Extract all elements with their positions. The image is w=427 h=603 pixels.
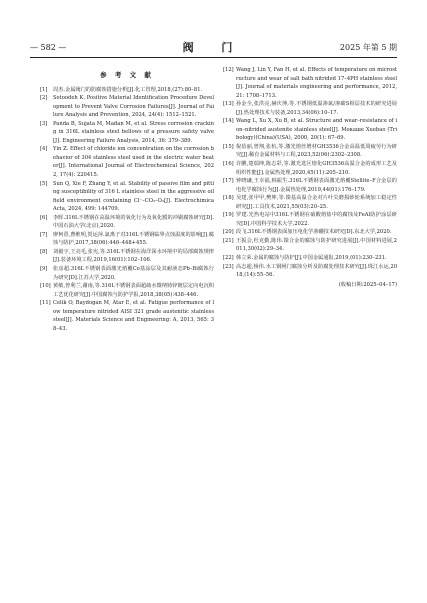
reference-number: [1] <box>40 86 48 93</box>
reference-text: Sotoodeh K. Positive Material Identification Procedure Development to Prevent Valve Corrosion Failures[J]. Journal of Failure Analysis and Prevention, 2024, 24(4): 1512–1521. <box>53 95 214 119</box>
reference-text: 孙金全,张洪亮,赫庆坤,等.不锈钢低温渗氮/渗碳S相层技术的研究进展[J].热处理技术与装备,2013,34(06):10–17. <box>236 101 397 116</box>
right-column <box>223 66 397 289</box>
reference-number: [13] <box>223 101 234 108</box>
reference-item <box>223 263 397 280</box>
reference-text: 周杰.金属阀门的防腐蚀措施分析[J].化工管理,2018,(27):80–81. <box>53 86 203 93</box>
reference-item <box>40 86 214 95</box>
reference-number: [6] <box>40 214 48 221</box>
reference-text: Yin Z. Effect of chloride ion concentration on the corrosion behavior of 304 stainless steel used in the electric water heater[J]. International Journal of Electrochemical Science, 2022, 17(4): 220415. <box>53 146 214 179</box>
reference-number: [21] <box>223 237 234 244</box>
reference-item <box>223 177 397 194</box>
reference-item <box>223 194 397 211</box>
reference-number: [19] <box>223 212 234 219</box>
reference-list-left <box>40 86 214 334</box>
header-rule <box>30 57 397 58</box>
reference-number: [2] <box>40 95 48 102</box>
reference-text: Panda B, Sujata M, Madan M, et al. Stress corrosion cracking in 316L stainless steel bellows of a pressure safety valve[J]. Engineering Failure Analysis, 2014, 36: 379–389. <box>53 120 214 144</box>
reference-text: 许鹏,楚瑞坤,陈志彩,等.激光选区熔化GH3536高温合金的成形工艺及组织性能[J].金属热处理,2020,45(11):205–210. <box>236 161 397 176</box>
reference-text: 高志超,杨伟.水工钢闸门腐蚀分析及防腐处理技术研究[J].珠江水运,2018,(14):55–56. <box>236 263 397 279</box>
reference-number: [10] <box>40 283 51 290</box>
reference-number: [14] <box>223 118 234 125</box>
reference-number: [17] <box>223 178 234 185</box>
reference-text: 黄敏,曾利兰,谢南,等.316L不锈钢表面超疏水微纳铸锌镀层定向电沉积工艺优化研究[J].中国腐蚀与防护学报,2018,38(05):438–446. <box>53 283 214 298</box>
reference-item <box>223 160 397 177</box>
reference-text: 韩立荣.金属的腐蚀与防护[J].中国金属通报,2019,(01):230–231. <box>236 255 387 262</box>
left-column <box>40 66 214 333</box>
reference-item <box>40 299 214 333</box>
reference-number: [12] <box>223 67 234 73</box>
reference-text: 倪蓓丽,曾翔,张杭,等.激光熔丝增材GH3536合金高温低周疲劳行为研究[J].稀有金属材料与工程,2023,52(06):2302–2308. <box>236 143 397 159</box>
reference-item <box>40 265 214 282</box>
reference-text: 吴建,张甲甲,樊坤,等.镍基高温合金对片叶尖磨损砂轮系统加工稳定性研究[J].工具技术,2021,55(03):20–25. <box>236 195 397 210</box>
reference-list-right <box>223 66 397 280</box>
reference-number: [4] <box>40 146 48 153</box>
reference-item <box>40 180 214 214</box>
reference-number: [11] <box>40 300 51 307</box>
reference-text: 罗建.光热电站中316L不锈钢在硝酸熔盐中的腐蚀及FeAl防护涂层研究[D].中国科学技术大学,2022. <box>236 212 397 227</box>
reference-number: [3] <box>40 120 48 127</box>
journal-title: 阀 门 <box>182 41 245 54</box>
reference-number: [18] <box>223 195 234 202</box>
reference-text: 刘毅宇,王亮毛,张宪,等.316L不锈钢在海洋深水环境中的局部腐蚀规律[J].装备环境工程,2019,16(01):102–106. <box>53 248 214 264</box>
reference-item <box>223 228 397 237</box>
reference-text: 钟晓谦,王幸福,韩振生.316L不锈钢表面激光熔覆Stellite–F合金层的电化学腐蚀行为[J].金属热处理,2019,44(01):176–179. <box>236 178 397 193</box>
reference-item <box>223 117 397 143</box>
reference-text: Wang J, Lin Y, Fan H, et al. Effects of temperature on microstructure and wear of salt bath nitrided 17–4PH stainless steel[J]. Journal of materials engineering and performance, 2012, 21: 1708–1713. <box>236 67 397 99</box>
reference-item <box>40 120 214 146</box>
reference-number: [9] <box>40 266 48 273</box>
reference-text: Sun Q, Xie F, Zhang Y, et al. Stability of passive film and pitting susceptibility of 316 L stainless steel in the aggressive oilfield environment containing Cl⁻–CO₂–O₂[J]. Electrochimica Acta, 2024, 499: 144709. <box>53 180 214 213</box>
reference-text: Wang L, Xu X, Xu B, et al. Structure and wear–resistance of ion–nitrided austenite stainless steel[J]. Мокаше Xuebao (Tribology)(China)(USA), 2000, 20(1): 67–69. <box>236 118 397 142</box>
issue-label: 2025 年第 5 期 <box>339 43 397 52</box>
reference-number: [7] <box>40 231 48 238</box>
reference-text: 张彦超.316L不锈钢表面激光熔覆Co基涂层及其耐液态Pb–Bi腐蚀行为研究[D].江苏大学,2020. <box>53 266 214 281</box>
reference-item <box>223 100 397 117</box>
reference-number: [22] <box>223 255 234 262</box>
reference-number: [8] <box>40 248 48 255</box>
reference-item <box>40 214 214 231</box>
reference-item <box>40 145 214 179</box>
reference-number: [15] <box>223 143 234 150</box>
page-header <box>30 40 397 56</box>
reference-item <box>223 66 397 100</box>
references-heading: 参 考 文 献 <box>100 71 154 79</box>
reference-item <box>40 282 214 299</box>
reference-text: Celik O, Baydogan M, Atar E, et al. Fatigue performance of low temperature nitrided AISI 321 grade austenitic stainless steel[J]. Materials Science and Engineering: A, 2013, 565: 38–43. <box>53 300 214 332</box>
reference-item <box>40 94 214 120</box>
reference-number: [16] <box>223 161 234 168</box>
reference-item <box>40 248 214 265</box>
received-date: (收稿日期:2025–04–17) <box>338 281 397 288</box>
reference-number: [5] <box>40 180 48 187</box>
reference-text: 李晖.316L不锈钢在高温环境的氧化行为及氧化膜的冲刷腐蚀研究[D].中国石油大学(北京),2020. <box>53 214 214 230</box>
reference-number: [23] <box>223 263 234 270</box>
reference-item <box>223 143 397 160</box>
reference-text: 廖柯熹,曹维明,贺运萍.氯离子对316L不锈钢临界点蚀温度的影响[J].腐蚀与防护,2017,38(06):446–448+455. <box>53 231 214 247</box>
reference-item <box>223 211 397 228</box>
page-number: — 582 — <box>30 43 67 52</box>
reference-item <box>223 237 397 254</box>
reference-text: 段飞.316L不锈钢表面加压电化学渗硼技术研究[D].东北大学,2020. <box>236 229 392 236</box>
reference-item <box>223 254 397 263</box>
reference-text: 王振会,杜克勤,陈伟.镍合金的腐蚀与防护研究进展[J].中国材料进展,2011,30(02):29–34. <box>236 237 397 253</box>
reference-item <box>40 231 214 248</box>
reference-number: [20] <box>223 229 234 236</box>
